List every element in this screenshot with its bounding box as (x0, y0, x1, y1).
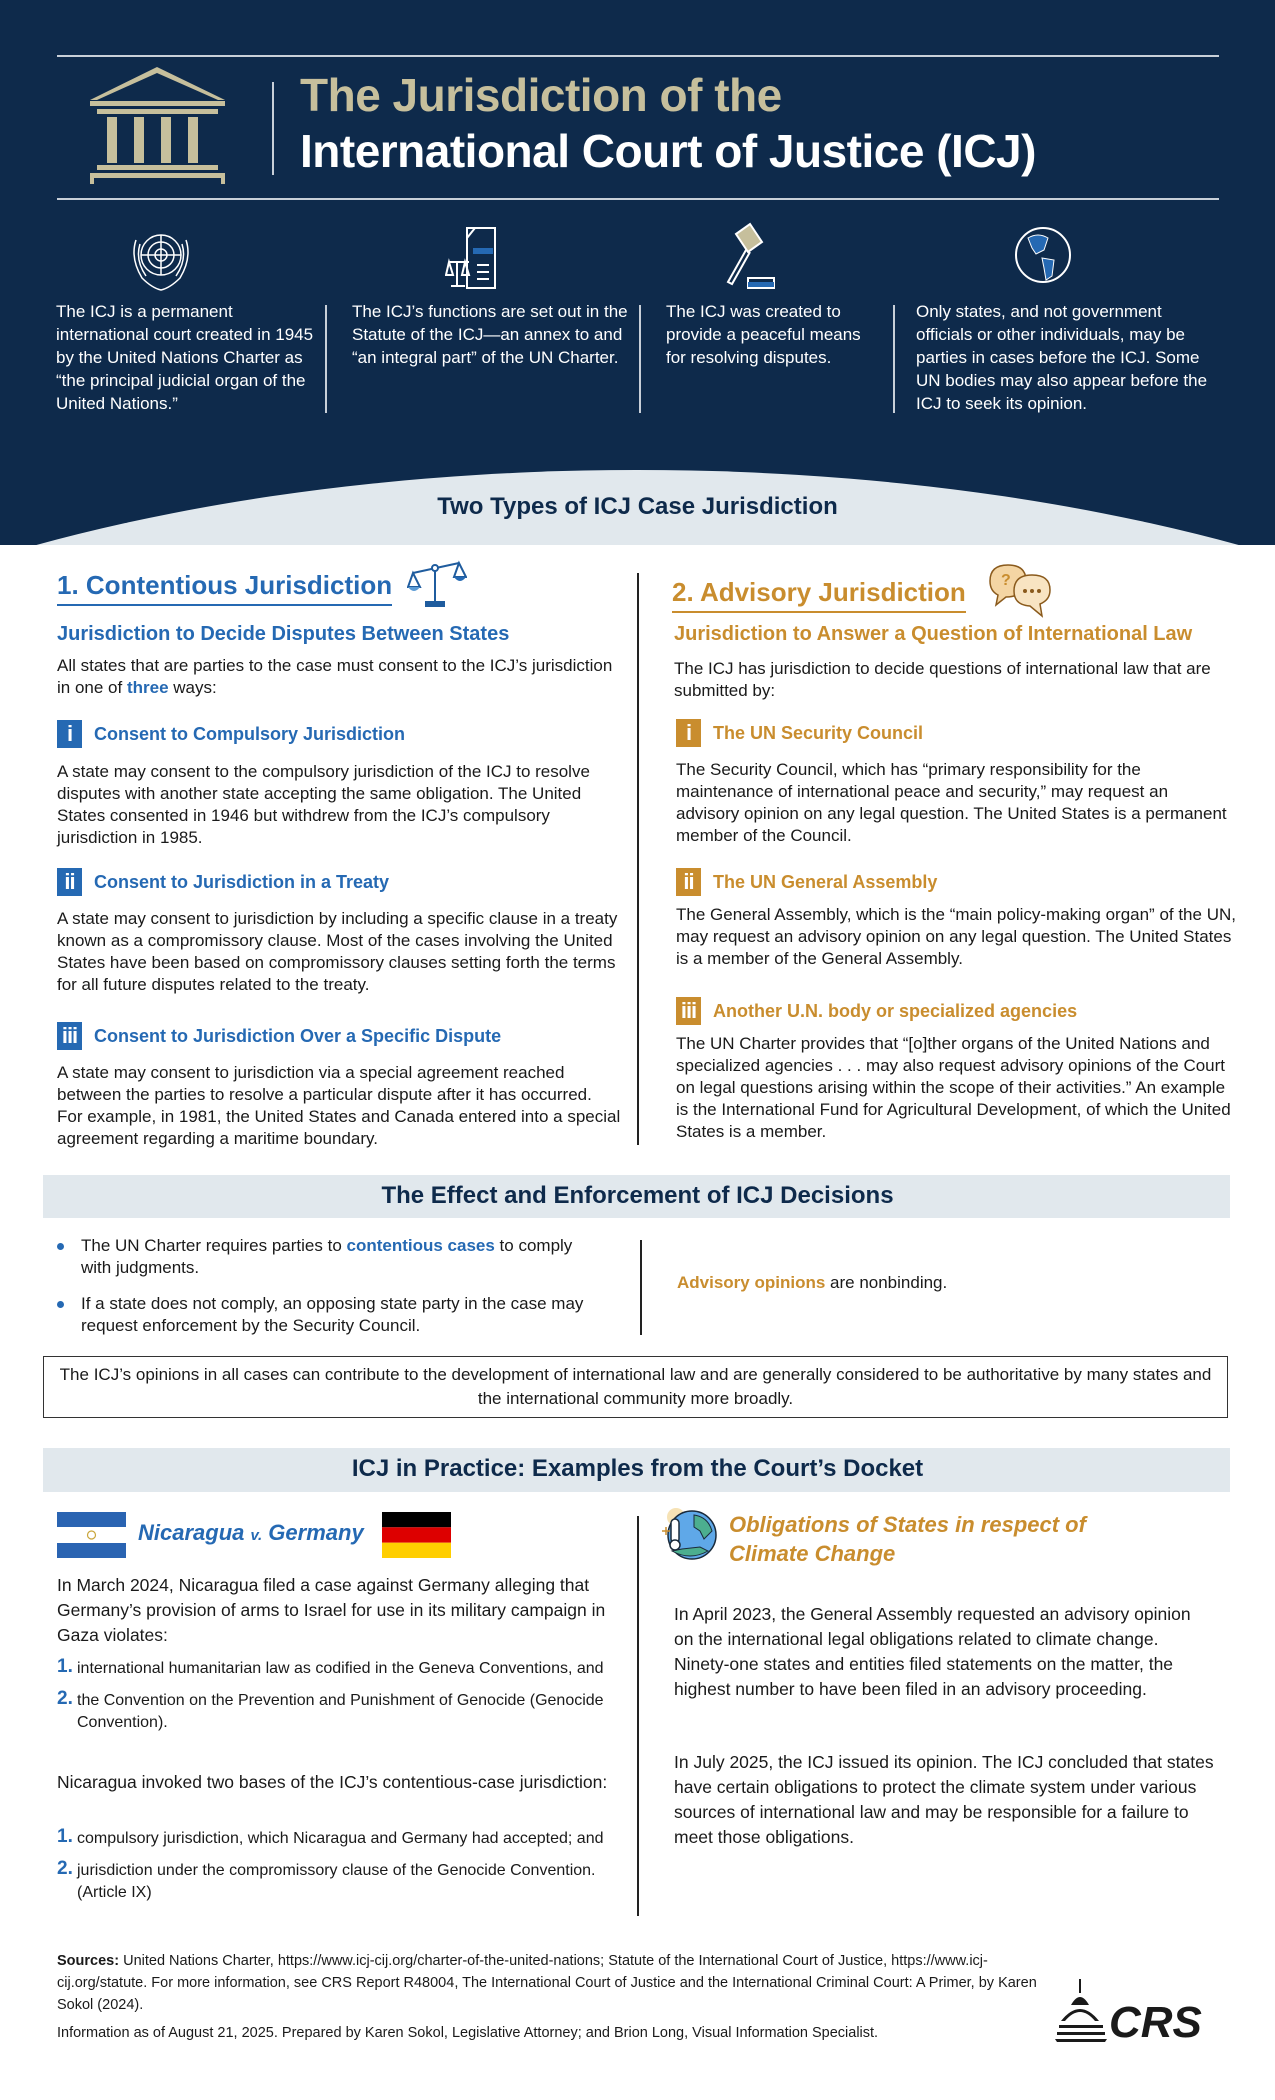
effect-bullets (55, 1235, 595, 1351)
contentious-item-3-head (57, 1022, 501, 1050)
case-climate-title: Obligations of States in respect of Climate Change (729, 1512, 1086, 1566)
advisory-item-2-head (676, 868, 937, 896)
germany-flag (382, 1512, 451, 1558)
advisory-item-3-head (676, 997, 1077, 1025)
fact-text-2: The ICJ’s functions are set out in the Statute of the ICJ—an annex to and “an integral part” of the UN Charter. (352, 302, 628, 367)
title-separator (272, 82, 274, 175)
advisory-item-1-head (676, 719, 923, 747)
advisory-item-1-text: The Security Council, which has “primary responsibility for the maintenance of international peace and security,” may request an advisory opinion on any legal question. The United States is a permanent member of the Council. (676, 760, 1227, 845)
case-climate-para-2: In July 2025, the ICJ issued its opinion. The ICJ concluded that states have certain obligations to protect the climate system under various sources of international law and may be responsible for a failure to meet those obligations. (674, 1752, 1214, 1847)
header-bottom-rule (57, 198, 1219, 200)
advisory-subtitle: Jurisdiction to Answer a Question of International Law (674, 623, 1193, 645)
practice-divider (637, 1516, 639, 1916)
sources-text: Sources: United Nations Charter, https://www.icj-cij.org/charter-of-the-united-nations; Statute of the International Court of Justice, https://www.icj-cij.org/statute. For more information, see CRS Report R48004, The International Court of Justice and the International Criminal Court: A Primer, by Karen Sokol (2024). (57, 1953, 1037, 2013)
contentious-subtitle: Jurisdiction to Decide Disputes Between States (57, 623, 510, 645)
case-nicaragua-mid: Nicaragua invoked two bases of the ICJ’s contentious-case jurisdiction: (57, 1772, 608, 1792)
item-label: Consent to Jurisdiction in a Treaty (94, 871, 390, 892)
list-item: 2. the Convention on the Prevention and Punishment of Genocide (Genocide Convention). (57, 1688, 604, 1731)
scales-icon (407, 557, 467, 609)
svg-text:?: ? (1001, 572, 1011, 589)
un-emblem-icon (126, 220, 196, 295)
courthouse-icon (85, 65, 230, 185)
violations-list (57, 1658, 617, 1744)
item-label: Consent to Jurisdiction Over a Specific Dispute (94, 1025, 502, 1046)
numeral-badge: i (57, 720, 82, 748)
advisory-opinions-highlight: Advisory opinions (677, 1273, 826, 1292)
speech-bubbles-icon (986, 563, 1054, 618)
list-item: 1. international humanitarian law as codified in the Geneva Conventions, and (57, 1656, 604, 1677)
list-item: 1. compulsory jurisdiction, which Nicaragua and Germany had accepted; and (57, 1826, 604, 1847)
header (0, 0, 1275, 545)
sources-footer (57, 1950, 1047, 2050)
advisory-item-2-text: The General Assembly, which is the “main policy-making organ” of the UN, may request an advisory opinion on any legal question. The United States is a member of the General Assembly. (676, 905, 1236, 968)
numeral-badge: iii (676, 997, 701, 1025)
contentious-item-3-text: A state may consent to jurisdiction via a special agreement reached between the parties to resolve a particular dispute after it has occurred. For example, in 1981, the United States and Canada entered into a special agreement regarding a maritime boundary. (57, 1063, 621, 1148)
bullet-item: The UN Charter requires parties to contentious cases to comply with judgments. (55, 1235, 595, 1279)
contentious-item-2-text: A state may consent to jurisdiction by including a specific clause in a treaty known as a compromissory clause. Most of the cases involving the United States have been based on compromissory clauses setting forth the terms for all future disputes related to the treaty. (57, 909, 618, 994)
crs-logo-text: CRS (1109, 1998, 1202, 2045)
fact-separator (325, 305, 327, 413)
item-label: Another U.N. body or specialized agencies (713, 1000, 1078, 1021)
item-label: The UN Security Council (713, 722, 924, 743)
document-scales-icon (445, 220, 515, 295)
numeral-badge: i (676, 719, 701, 747)
effect-divider (640, 1240, 642, 1335)
effect-heading: The Effect and Enforcement of ICJ Decisions (381, 1182, 894, 1209)
case-nicaragua-title: Nicaragua v. Germany (138, 1520, 364, 1545)
three-highlight: three (126, 678, 169, 697)
bullet-dot (57, 1243, 64, 1250)
numeral-badge: ii (57, 868, 82, 896)
title-line-2: International Court of Justice (ICJ) (300, 125, 1036, 177)
advisory-item-3-text: The UN Charter provides that “[o]ther organs of the United Nations and specialized agencies . . . may also request advisory opinions of the Court on legal questions arising within the scope of their activities.” An example is the International Fund for Agricultural Development, of which the United States is a member. (676, 1034, 1231, 1141)
fact-separator (639, 305, 641, 413)
fact-separator (893, 305, 895, 413)
advisory-title: 2. Advisory Jurisdiction (672, 577, 966, 613)
opinions-note-box: The ICJ’s opinions in all cases can contribute to the development of international law and are generally considered to be authoritative by many states and the international community more broadly. (43, 1356, 1228, 1418)
list-item: 2. jurisdiction under the compromissory clause of the Genocide Convention. (Article IX) (57, 1858, 596, 1901)
header-top-rule (57, 55, 1219, 57)
advisory-nonbinding: Advisory opinions are nonbinding. (677, 1273, 948, 1292)
crs-logo (1055, 1975, 1225, 2045)
bullet-dot (57, 1301, 64, 1308)
bases-list (57, 1828, 617, 1914)
fact-text-3: The ICJ was created to provide a peaceful means for resolving disputes. (666, 302, 861, 367)
advisory-intro: The ICJ has jurisdiction to decide questions of international law that are submitted by: (674, 659, 1211, 700)
two-types-heading: Two Types of ICJ Case Jurisdiction (437, 493, 838, 520)
contentious-item-2-head (57, 868, 389, 896)
case-nicaragua-intro: In March 2024, Nicaragua filed a case against Germany alleging that Germany’s provision of arms to Israel for use in its military campaign in Gaza violates: (57, 1575, 606, 1645)
case-climate-para-1: In April 2023, the General Assembly requested an advisory opinion on the international legal obligations related to climate change. Ninety-one states and entities filed statements on the matter, the highest number to have been filed in an advisory proceeding. (674, 1604, 1191, 1699)
nicaragua-flag (57, 1512, 126, 1558)
contentious-item-1-text: A state may consent to the compulsory jurisdiction of the ICJ to resolve disputes with another state accepting the same obligation. The United States consented in 1946 but withdrew from the ICJ’s compulsory jurisdiction in 1985. (57, 762, 590, 847)
numeral-badge: iii (57, 1022, 82, 1050)
item-label: Consent to Compulsory Jurisdiction (94, 723, 406, 744)
fact-text-1: The ICJ is a permanent international court created in 1945 by the United Nations Charter as “the principal judicial organ of the United Nations.” (56, 302, 314, 413)
bullet-item: If a state does not comply, an opposing state party in the case may request enforcement by the Security Council. (55, 1293, 595, 1337)
title-line-1: The Jurisdiction of the (300, 69, 782, 121)
numeral-badge: ii (676, 868, 701, 896)
item-label: The UN General Assembly (713, 871, 938, 892)
globe-icon (1008, 220, 1078, 295)
climate-globe-thermometer-icon (660, 1505, 720, 1563)
contentious-intro: All states that are parties to the case must consent to the ICJ’s jurisdiction in one of three ways: (57, 656, 613, 697)
contentious-item-1-head (57, 720, 405, 748)
info-text: Information as of August 21, 2025. Prepared by Karen Sokol, Legislative Attorney; and Brion Long, Visual Information Specialist. (57, 2025, 879, 2041)
column-divider (637, 573, 639, 1145)
fact-text-4: Only states, and not government officials or other individuals, may be parties in cases before the ICJ. Some UN bodies may also appear before the ICJ to seek its opinion. (916, 302, 1208, 413)
contentious-cases-highlight: contentious cases (346, 1236, 495, 1255)
gavel-icon (712, 220, 782, 295)
practice-heading: ICJ in Practice: Examples from the Court’s Docket (351, 1455, 924, 1482)
contentious-title: 1. Contentious Jurisdiction (57, 570, 392, 606)
